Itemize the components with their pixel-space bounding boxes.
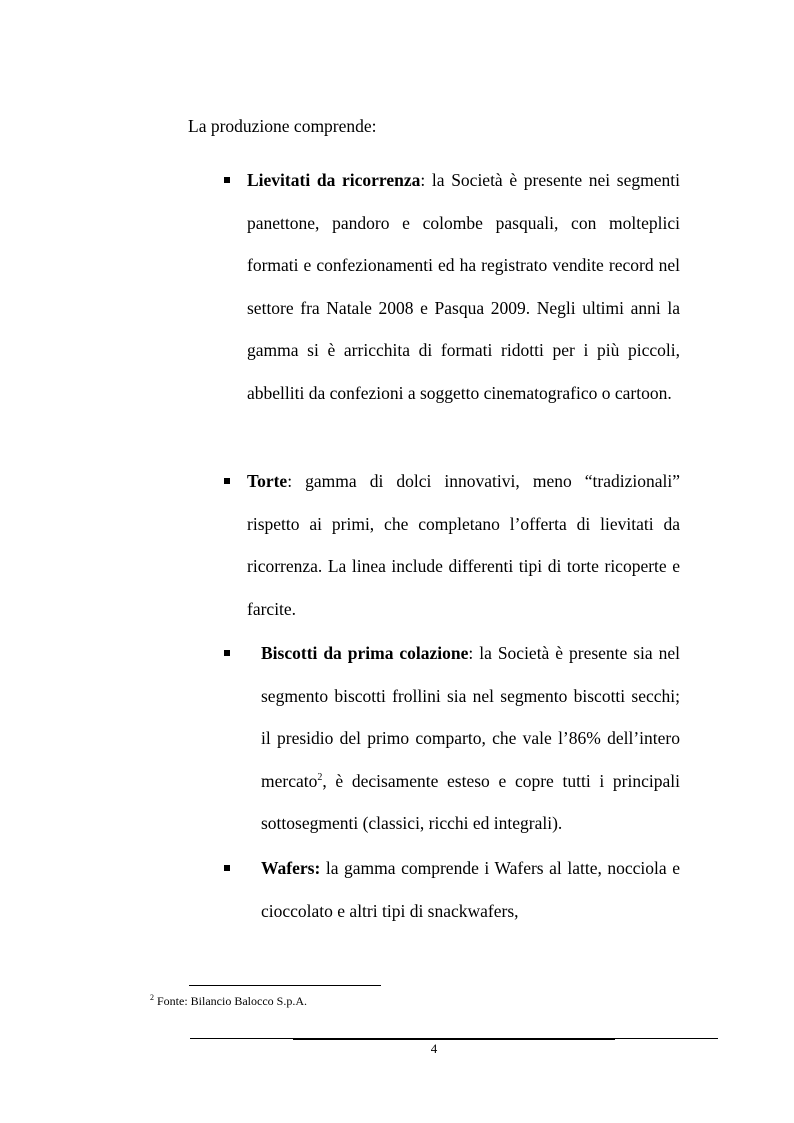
footnote-separator [189,985,381,986]
list-item-text [247,460,680,630]
page-number: 4 [430,1041,438,1056]
square-bullet-icon [224,478,230,484]
list-item-body: la gamma comprende i Wafers al latte, nocciola e cioccolato e altri tipi di snackwafers, [261,858,680,921]
list-item-text [247,159,680,414]
footer-rule-accent [293,1038,615,1040]
list-item-body: : gamma di dolci innovativi, meno “tradizionali” rispetto ai primi, che completano l’offerta di lievitati da ricorrenza. La linea include differenti tipi di torte ricoperte e farcite. [247,471,680,619]
list-item-text [261,632,680,845]
list-item-title: Biscotti da prima colazione [261,643,469,663]
list-item-title: Lievitati da ricorrenza [247,170,421,190]
square-bullet-icon [224,650,230,656]
list-item-text [261,847,680,932]
intro-paragraph: La produzione comprende: [188,116,377,136]
footnote-text: Fonte: Bilancio Balocco S.p.A. [154,994,307,1008]
footnote [150,993,307,1009]
list-item-body: : la Società è presente sia nel segmento biscotti frollini sia nel segmento biscotti secchi; il presidio del primo comparto, che vale l’86% dell’intero mercato [261,643,681,791]
list-item-body: : la Società è presente nei segmenti panettone, pandoro e colombe pasquali, con molteplici formati e confezionamenti ed ha registrato vendite record nel settore fra Natale 2008 e Pasqua 2009. Negli ultimi anni la gamma si è arricchita di formati ridotti per i più piccoli, abbelliti da confezioni a soggetto cinematografico o cartoon. [247,170,680,403]
square-bullet-icon [224,865,230,871]
footnote-reference: 2 [317,771,323,783]
list-item-title: Wafers: [261,858,321,878]
list-item-title: Torte [247,471,288,491]
list-item-body-continued: , è decisamente esteso e copre tutti i principali sottosegmenti (classici, ricchi ed integrali). [261,770,680,833]
square-bullet-icon [224,177,230,183]
footnote-number: 2 [150,993,154,1002]
